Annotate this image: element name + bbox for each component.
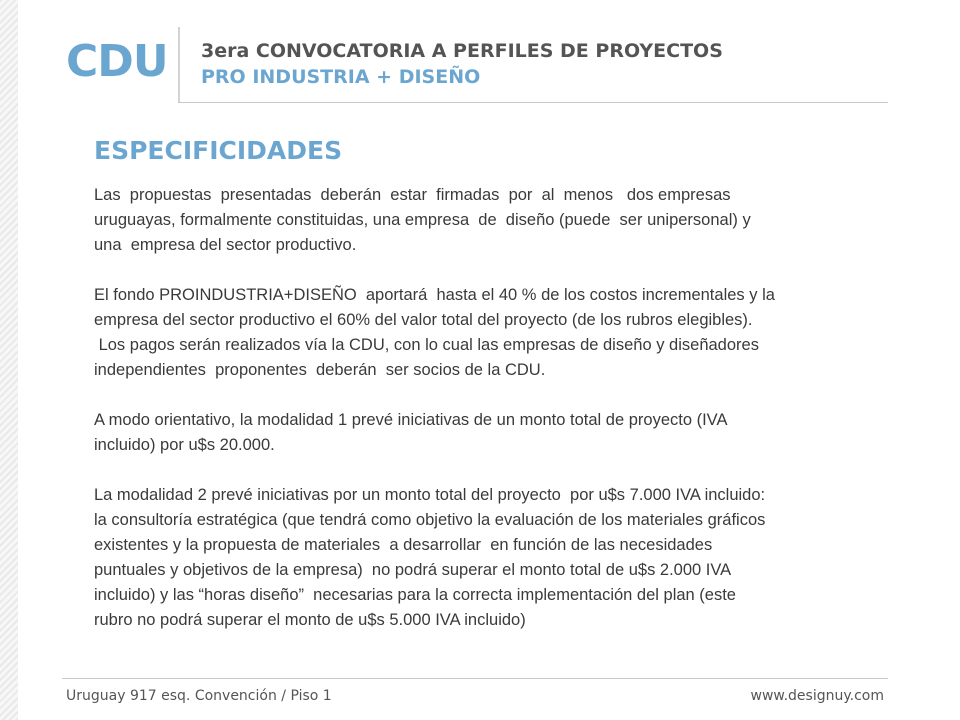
footer-divider: [62, 678, 888, 679]
decorative-stripe: [0, 0, 18, 720]
paragraph-line: La modalidad 2 prevé iniciativas por un monto total del proyecto por u$s 7.000 IVA incluido:: [94, 486, 766, 504]
footer-address: Uruguay 917 esq. Convención / Piso 1: [66, 688, 332, 704]
paragraph: [94, 408, 914, 458]
paragraph: [94, 283, 914, 383]
paragraph-line: rubro no podrá superar el monto de u$s 5.000 IVA incluido): [94, 611, 526, 629]
header-subtitle: PRO INDUSTRIA + DISEÑO: [201, 66, 481, 88]
paragraph-line: independientes proponentes deberán ser socios de la CDU.: [94, 361, 546, 379]
paragraph: [94, 183, 914, 258]
header-divider: [178, 102, 888, 103]
paragraph-line: incluido) por u$s 20.000.: [94, 436, 275, 454]
footer-website: www.designuy.com: [750, 688, 884, 704]
paragraph-line: Los pagos serán realizados vía la CDU, con lo cual las empresas de diseño y diseñadores: [94, 336, 759, 354]
paragraph-line: incluido) y las “horas diseño” necesarias para la correcta implementación del plan (este: [94, 586, 736, 604]
header-vertical-divider: [178, 27, 180, 102]
paragraph-line: existentes y la propuesta de materiales a desarrollar en función de las necesidades: [94, 536, 713, 554]
body-text: [94, 183, 914, 633]
paragraph-line: una empresa del sector productivo.: [94, 236, 357, 254]
header-title: 3era CONVOCATORIA A PERFILES DE PROYECTOS: [201, 40, 723, 62]
paragraph-line: A modo orientativo, la modalidad 1 prevé iniciativas de un monto total de proyecto (IVA: [94, 411, 728, 429]
paragraph: [94, 483, 914, 633]
paragraph-line: uruguayas, formalmente constituidas, una empresa de diseño (puede ser unipersonal) y: [94, 211, 751, 229]
cdu-logo: CDU: [66, 36, 168, 87]
section-title: ESPECIFICIDADES: [94, 136, 343, 165]
paragraph-line: empresa del sector productivo el 60% del valor total del proyecto (de los rubros elegibles).: [94, 311, 753, 329]
paragraph-line: Las propuestas presentadas deberán estar firmadas por al menos dos empresas: [94, 186, 731, 204]
paragraph-line: puntuales y objetivos de la empresa) no podrá superar el monto total de u$s 2.000 IVA: [94, 561, 732, 579]
paragraph-line: la consultoría estratégica (que tendrá como objetivo la evaluación de los materiales gráficos: [94, 511, 766, 529]
paragraph-line: El fondo PROINDUSTRIA+DISEÑO aportará hasta el 40 % de los costos incrementales y la: [94, 286, 775, 304]
